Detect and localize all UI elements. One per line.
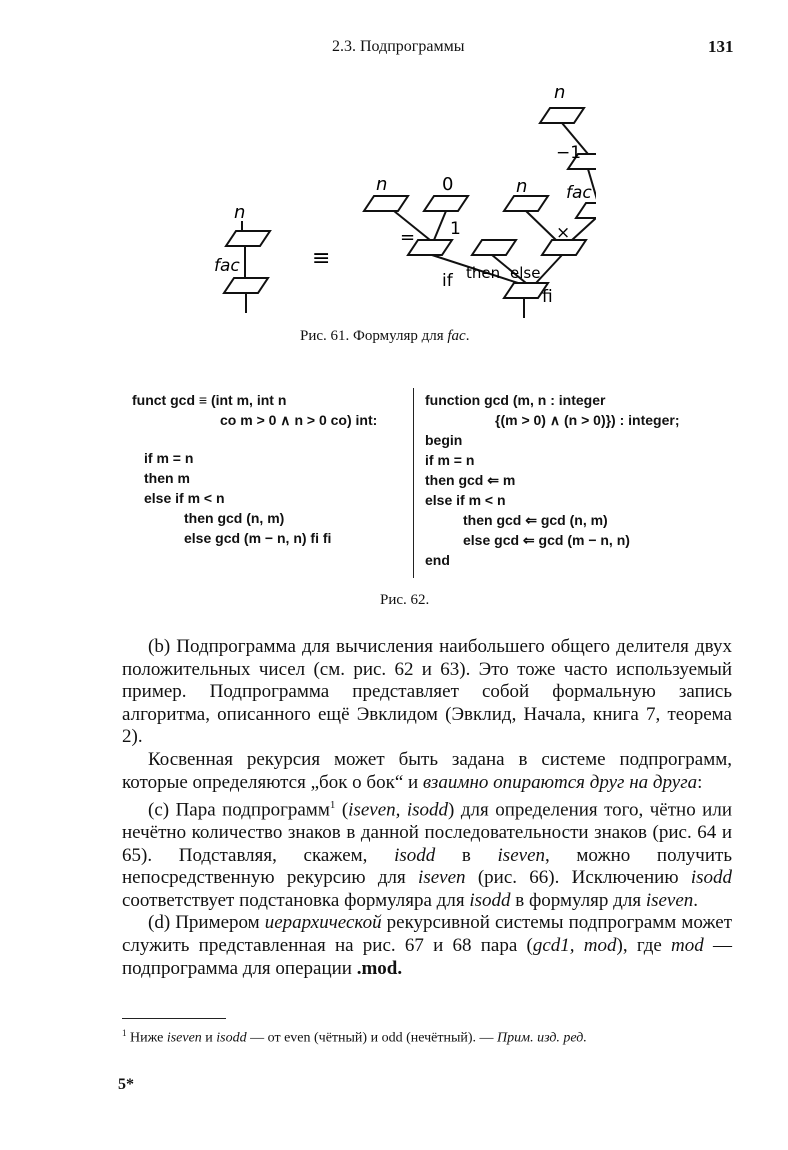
code-line: if m = n <box>144 450 194 466</box>
code-line: then m <box>144 470 190 486</box>
fig61-zero: 0 <box>442 174 454 195</box>
fig61-n2: n <box>516 176 528 197</box>
code-line: function gcd (m, n : integer <box>425 392 606 408</box>
code-divider <box>413 388 414 578</box>
code-line: else gcd ⇐ gcd (m − n, n) <box>463 532 630 548</box>
paragraph-d: (d) Примером иерархической рекурсивной системы подпрограмм может служить представленная на рис. 67 и 68 пара (gcd1, mod), где mod — подпрограмма для операции .mod. <box>122 912 733 979</box>
paragraph-indirect-recursion: Косвенная рекурсия может быть задана в системе подпрограмм, которые определяются „бок о бок“ и взаимно опираются друг на друга: <box>122 748 732 793</box>
page-number: 131 <box>708 37 734 56</box>
code-line: then gcd (n, m) <box>184 510 285 526</box>
footnote-separator <box>122 1018 226 1019</box>
paragraph-b: (b) Подпрограмма для вычисления наибольшего общего делителя двух положительных чисел (см. рис. 62 и 63). Это тоже часто используемый пример. Подпрограмма представляет собой формальную запись алгоритма, описанного ещё Эвклидом (Эвклид, Начала, книга 7, теорема 2). <box>122 636 732 748</box>
fig61-if: if <box>442 271 453 291</box>
body-text <box>122 636 732 980</box>
sheet-signature: 5* <box>118 1076 134 1093</box>
code-line: end <box>425 552 450 568</box>
code-line: else gcd (m − n, n) fi fi <box>184 530 332 546</box>
code-line: {(m > 0) ∧ (n > 0)}) : integer; <box>495 412 680 428</box>
fig61-eq: = <box>400 227 416 248</box>
figure-61-diagram <box>196 78 596 323</box>
code-line: co m > 0 ∧ n > 0 co) int: <box>220 412 378 428</box>
figure-61-caption: Рис. 61. Формуляр для fac. <box>300 328 470 344</box>
fig61-minus1: −1 <box>556 143 582 163</box>
gcd-pascal-program <box>425 390 680 570</box>
code-line: then gcd ⇐ m <box>425 472 516 488</box>
code-line: else if m < n <box>425 492 506 508</box>
fig61-else: else <box>510 264 541 282</box>
code-line: begin <box>425 432 463 448</box>
gcd-algol-program <box>132 390 377 548</box>
running-title: 2.3. Подпрограммы <box>332 38 465 55</box>
fig61-fac: fac <box>566 183 592 203</box>
fig61-equiv: ≡ <box>312 246 331 271</box>
paragraph-c: (c) Пара подпрограмм$^1$ (iseven, isodd) для определения того, чётно или нечётно количество знаков в данной последовательности знаков (рис. 64 и 65). Подставляя, скажем, isodd в iseven, можно получить непосредственную рекурсию для iseven (рис. 66). Исключению isodd соответствует подстановка формуляра для isodd в формуляр для iseven. <box>122 799 732 911</box>
figure-62-caption: Рис. 62. <box>380 592 430 608</box>
code-line: then gcd ⇐ gcd (n, m) <box>463 512 608 528</box>
fig61-left-in: n <box>234 202 246 223</box>
code-line: funct gcd ≡ (int m, int n <box>132 392 287 408</box>
footnote: $^1$ Ниже iseven и isodd — от even (чётный) и odd (нечётный). — Прим. изд. ред. <box>122 1028 587 1046</box>
fig61-times: × <box>556 223 571 243</box>
code-line: else if m < n <box>144 490 225 506</box>
fig61-left-fac: fac <box>214 256 240 276</box>
fig61-n-top: n <box>554 82 566 103</box>
footnote-ref: 1 <box>329 799 336 812</box>
fig61-n1: n <box>376 174 388 195</box>
page-header <box>0 38 788 62</box>
fig61-then: then <box>466 264 501 282</box>
fig61-one: 1 <box>450 219 461 239</box>
code-line: if m = n <box>425 452 475 468</box>
fig61-fi: fi <box>542 287 553 307</box>
